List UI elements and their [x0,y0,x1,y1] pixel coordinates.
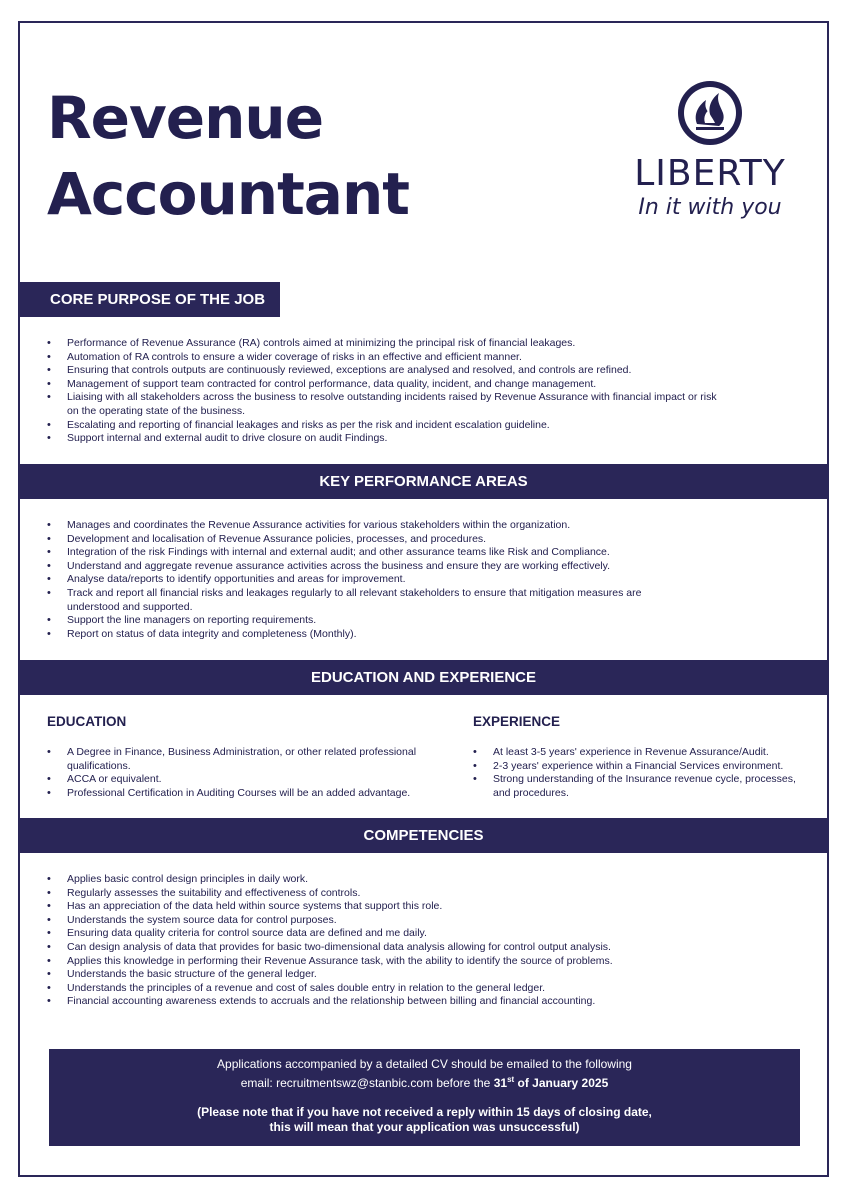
list-item: • A Degree in Finance, Business Administration, or other related professional qualifications. [47,746,437,773]
list-item: • Analyse data/reports to identify opportunities and areas for improvement. [47,573,667,587]
list-item: • Understand and aggregate revenue assurance activities across the business and ensure they are working effectively. [47,560,667,574]
application-instructions: Applications accompanied by a detailed CV should be emailed to the following [217,1057,632,1071]
list-item: • Professional Certification in Auditing Courses will be an added advantage. [47,787,437,801]
list-item: • Applies this knowledge in performing their Revenue Assurance task, with the ability to identify the source of problems. [47,955,767,969]
kpa-heading: KEY PERFORMANCE AREAS [18,464,829,499]
job-title [47,80,409,232]
list-item: • Ensuring that controls outputs are continuously reviewed, exceptions are analysed and resolved, and controls are refined. [47,364,727,378]
logo-tagline: In it with you [638,195,782,220]
liberty-logo [630,78,790,222]
education-list [47,746,437,800]
list-item: • Track and report all financial risks and leakages regularly to all relevant stakeholders to ensure that mitigation measures are understood and supported. [47,587,667,614]
job-title-line-1: Revenue [47,84,324,152]
list-item: • Ensuring data quality criteria for control source data are defined and me daily. [47,927,767,941]
flame-in-circle-icon [675,78,745,148]
competencies-list [47,873,767,1009]
list-item: • Regularly assesses the suitability and effectiveness of controls. [47,887,767,901]
list-item: • Support internal and external audit to drive closure on audit Findings. [47,432,727,446]
edu-exp-heading: EDUCATION AND EXPERIENCE [18,660,829,695]
job-title-line-2: Accountant [47,160,409,228]
list-item: • Automation of RA controls to ensure a wider coverage of risks in an effective and efficient manner. [47,351,727,365]
list-item: • Integration of the risk Findings with internal and external audit; and other assurance teams like Risk and Compliance. [47,546,667,560]
list-item: • Understands the system source data for control purposes. [47,914,767,928]
list-item: • Understands the basic structure of the general ledger. [47,968,767,982]
logo-wordmark: LIBERTY [634,153,786,194]
application-note-line-1: (Please note that if you have not received a reply within 15 days of closing date, [197,1105,652,1119]
deadline-month-year: of January 2025 [514,1076,609,1090]
deadline-suffix: st [507,1075,515,1084]
list-item: • At least 3-5 years' experience in Revenue Assurance/Audit. [473,746,803,760]
list-item: • Management of support team contracted for control performance, data quality, incident, and change management. [47,378,727,392]
list-item: • Can design analysis of data that provides for basic two-dimensional data analysis allowing for control output analysis. [47,941,767,955]
list-item: • Understands the principles of a revenue and cost of sales double entry in relation to the general ledger. [47,982,767,996]
application-email-line [49,1072,800,1091]
list-item: • Strong understanding of the Insurance revenue cycle, processes, and procedures. [473,773,803,800]
application-email: email: recruitmentswz@stanbic.com before the [240,1076,494,1090]
list-item: • Financial accounting awareness extends to accruals and the relationship between billing and financial accounting. [47,995,767,1009]
list-item: • Performance of Revenue Assurance (RA) controls aimed at minimizing the principal risk of financial leakages. [47,337,727,351]
list-item: • Support the line managers on reporting requirements. [47,614,667,628]
experience-heading: EXPERIENCE [473,714,561,729]
list-item: • Escalating and reporting of financial leakages and risks as per the risk and incident escalation guideline. [47,419,727,433]
application-note-line-2: this will mean that your application was unsuccessful) [269,1120,580,1134]
core-purpose-heading: CORE PURPOSE OF THE JOB [18,282,280,317]
deadline-date [494,1076,609,1090]
list-item: • Development and localisation of Revenue Assurance policies, processes, and procedures. [47,533,667,547]
list-item: • 2-3 years' experience within a Financial Services environment. [473,760,803,774]
deadline-day: 31 [493,1076,508,1090]
core-purpose-list [47,337,727,446]
kpa-list [47,519,667,641]
list-item: • Manages and coordinates the Revenue Assurance activities for various stakeholders within the organization. [47,519,667,533]
education-heading: EDUCATION [47,714,127,729]
competencies-heading: COMPETENCIES [18,818,829,853]
application-box [49,1049,800,1146]
list-item: • Report on status of data integrity and completeness (Monthly). [47,628,667,642]
experience-list [473,746,803,800]
list-item: • Applies basic control design principles in daily work. [47,873,767,887]
list-item: • ACCA or equivalent. [47,773,437,787]
list-item: • Liaising with all stakeholders across the business to resolve outstanding incidents raised by Revenue Assurance with financial impact or risk on the operating state of the business. [47,391,727,418]
list-item: • Has an appreciation of the data held within source systems that support this role. [47,900,767,914]
